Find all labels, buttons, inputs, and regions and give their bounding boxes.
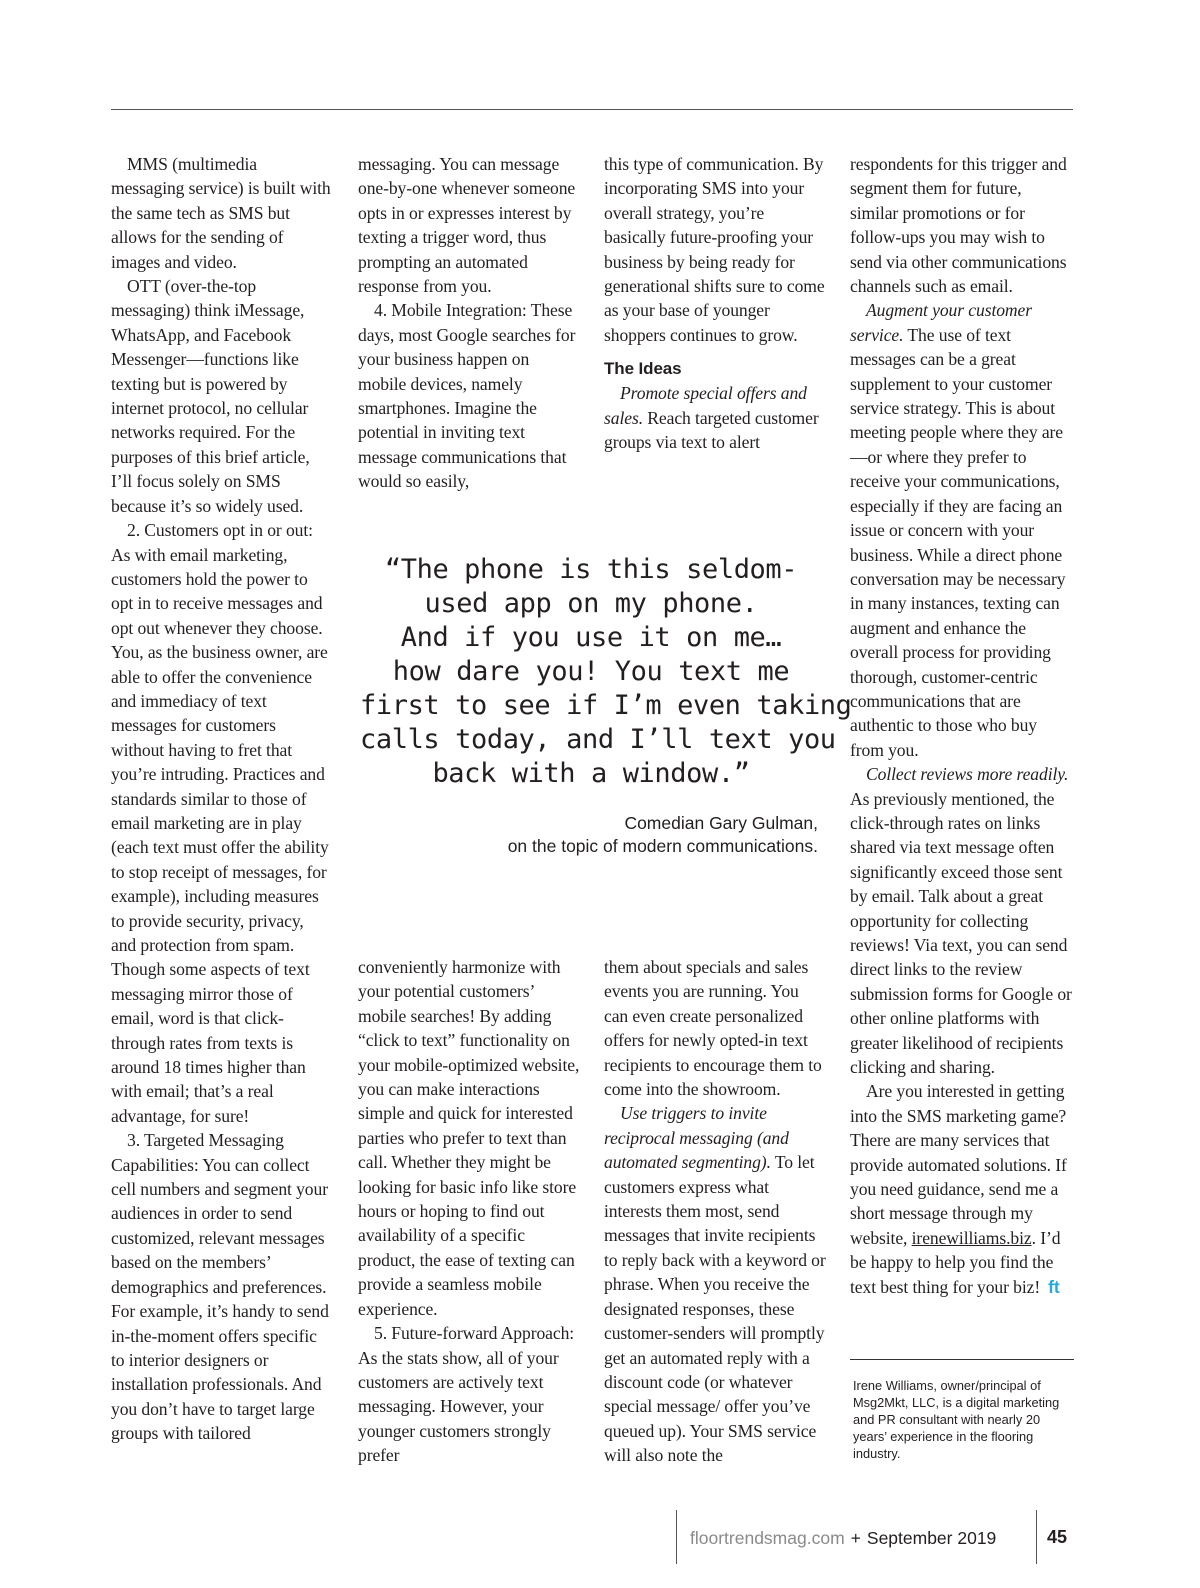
col4-paragraph: respondents for this trigger and segment them for future, similar promotions or for follow-ups you may wish to send via other communications channels such as email. [850,154,1067,297]
paragraph-text: Are you interested in getting into the SMS marketing game? There are many services that provide automated solutions. If you need guidance, send me a short message through my website, [850,1081,1067,1248]
attribution-line: Comedian Gary Gulman, [624,813,818,833]
pull-quote [360,553,852,791]
quote-line: used app on my phone. [424,588,758,619]
col3-paragraph [604,381,826,454]
top-rule [111,109,1073,110]
page-footer [676,1510,1076,1564]
attribution-line: on the topic of modern communications. [507,836,818,856]
quote-line: first to see if I’m even taking [360,690,852,721]
paragraph-text: To let customers express what interests them most, send messages that invite recipients to reply back with a keyword or phrase. When you receive the designated responses, these customer-senders will promptly get an automated reply with a discount code (or whatever special message/ offer you’ve queued up). Your SMS service will also note the [604,1152,826,1466]
footer-text [690,1528,996,1549]
page-number: 45 [1047,1527,1068,1547]
quote-line: And if you use it on me… [400,622,782,653]
col2-paragraph: 4. Mobile Integration: These days, most Google searches for your business happen on mobile devices, namely smartphones. Imagine the potential in inviting text message communications that would so easily, [358,300,576,492]
subhead-italic: Collect reviews more readily. [866,764,1069,785]
subhead-italic: Use triggers to invite reciprocal messaging (and automated segmenting). [604,1103,789,1173]
quote-line: back with a window.” [432,758,750,789]
column-2-bottom [358,955,580,1468]
col1-paragraph: 2. Customers opt in or out: As with email marketing, customers hold the power to opt in to receive messages and opt out whenever they choose. You, as the business owner, are able to offer the convenience and immediacy of text messages for customers without having to fret that you’re intruding. Practices and standards similar to those of email marketing are in play (each text must offer the ability to stop receipt of messages, for example), including measures to provide security, privacy, and protection from spam. Though some aspects of text messaging mirror those of email, word is that click-through rates from texts is around 18 times higher than with email; that’s a real advantage, for sure! [111,520,329,1126]
website-link[interactable]: irenewilliams.biz [911,1227,1032,1248]
quote-line: how dare you! You text me [392,656,790,687]
end-mark-icon: ft [1048,1276,1060,1297]
footer-separator: + [850,1528,861,1548]
col3-paragraph [604,1101,826,1467]
footer-date: September 2019 [866,1528,997,1548]
quote-line: “The phone is this seldom- [384,554,798,585]
col3-paragraph: this type of communication. By incorporating SMS into your overall strategy, you’re basically future-proofing your business by being ready for generational shifts sure to come as your base of younger shoppers continues to grow. [604,154,825,345]
bio-rule [850,1359,1074,1360]
subhead-italic: Promote special offers and sales. [604,383,807,428]
paragraph-text: . I’d be happy to help you find the text best thing for your biz! [850,1227,1061,1297]
col2-paragraph: 5. Future-forward Approach: As the stats show, all of your customers are actively text messaging. However, your younger customers strongly prefer [358,1323,575,1466]
col3-paragraph: them about specials and sales events you are running. You can even create personalized offers for newly opted-in text recipients to encourage them to come into the showroom. [604,957,822,1100]
paragraph-text: Reach targeted customer groups via text to alert [604,407,819,453]
col1-paragraph: OTT (over-the-top messaging) think iMessage, WhatsApp, and Facebook Messenger—functions like texting but is powered by internet protocol, no cellular networks required. For the purposes of this brief article, I’ll focus solely on SMS because it’s so widely used. [111,276,310,516]
quote-line: calls today, and I’ll text you [360,724,836,755]
author-bio: Irene Williams, owner/principal of Msg2Mkt, LLC, is a digital marketing and PR consultant with nearly 20 years’ experience in the flooring industry. [853,1378,1060,1461]
footer-divider [1036,1510,1037,1564]
footer-site[interactable]: floortrendsmag.com [690,1528,845,1548]
section-heading: The Ideas [604,359,682,379]
column-1 [111,152,333,1446]
quote-attribution [508,812,818,858]
column-3-bottom [604,955,826,1468]
col4-paragraph [850,1079,1072,1299]
col4-paragraph [850,762,1072,1079]
column-2-top [358,152,580,494]
col2-paragraph: messaging. You can message one-by-one whenever someone opts in or expresses interest by texting a trigger word, thus prompting an automated response from you. [358,154,576,297]
subhead-italic: Augment your customer service. [850,300,1032,345]
column-3-top [604,152,826,454]
column-4 [850,152,1072,1299]
paragraph-text: As previously mentioned, the click-through rates on links shared via text message often significantly exceed those sent by email. Talk about a great opportunity for collecting reviews! Via text, you can send direct links to the review submission forms for Google or other online platforms with greater likelihood of recipients clicking and sharing. [850,788,1072,1078]
footer-divider [676,1510,677,1564]
col1-paragraph: 3. Targeted Messaging Capabilities: You can collect cell numbers and segment your audiences in order to send customized, relevant messages based on the members’ demographics and preferences. For example, it’s handy to send in-the-moment offers specific to interior designers or installation professionals. And you don’t have to target large groups with tailored [111,1130,329,1444]
col2-paragraph: conveniently harmonize with your potential customers’ mobile searches! By adding “click to text” functionality on your mobile-optimized website, you can make interactions simple and quick for interested parties who prefer to text than call. Whether they might be looking for basic info like store hours or hoping to find out availability of a specific product, the ease of texting can provide a seamless mobile experience. [358,957,580,1319]
col4-paragraph [850,298,1072,762]
col1-paragraph: MMS (multimedia messaging service) is built with the same tech as SMS but allows for the sending of images and video. [111,154,331,272]
paragraph-text: The use of text messages can be a great supplement to your customer service strategy. This is about meeting people where they are—or where they prefer to receive your communications, especially if they are facing an issue or concern with your business. While a direct phone conversation may be necessary in many instances, texting can augment and enhance the overall process for providing thorough, customer-centric communications that are authentic to those who buy from you. [850,324,1066,760]
